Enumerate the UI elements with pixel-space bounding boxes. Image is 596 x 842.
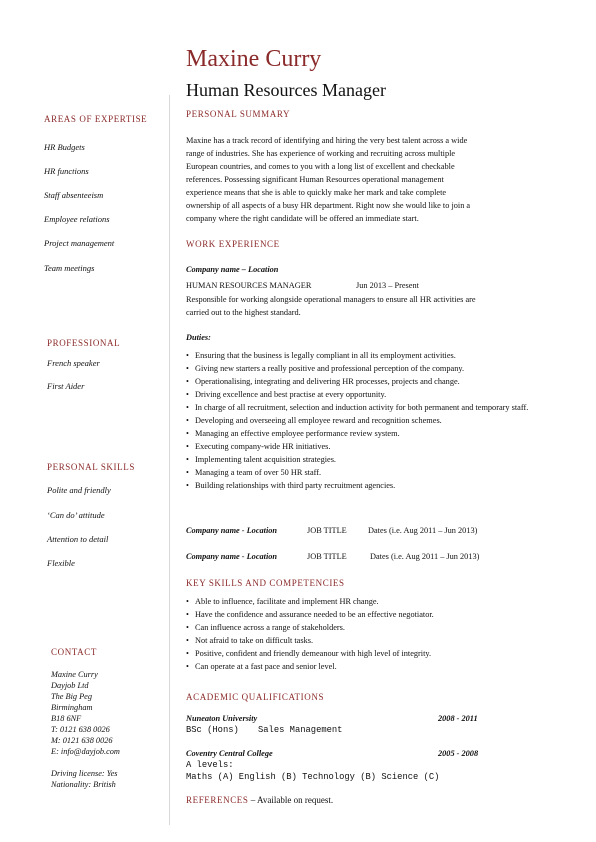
duty-item: • Driving excellence and best practise at every opportunity. xyxy=(186,388,536,401)
expertise-item: Project management xyxy=(44,238,115,248)
contact-email[interactable]: E: info@dayjob.com xyxy=(51,747,120,756)
job2-dates: Dates (i.e. Aug 2011 – Jun 2013) xyxy=(368,526,478,535)
duty-item: • Giving new starters a really positive and professional perception of the company. xyxy=(186,362,536,375)
university-years: 2008 - 2011 xyxy=(438,714,478,723)
degree: BSc (Hons) xyxy=(186,725,239,735)
professional-heading: PROFESSIONAL xyxy=(47,338,121,348)
duty-item: • Managing a team of over 50 HR staff. xyxy=(186,466,536,479)
job2-company: Company name - Location xyxy=(186,526,278,535)
references-text: – Available on request. xyxy=(248,795,334,805)
expertise-item: HR functions xyxy=(44,166,89,176)
job3-row xyxy=(186,552,479,561)
driving-license: Driving license: Yes xyxy=(51,769,118,778)
job1-dates: Jun 2013 – Present xyxy=(356,281,419,290)
college-row xyxy=(186,749,478,758)
job2-title: JOB TITLE xyxy=(307,526,347,535)
contact-telephone: T: 0121 638 0026 xyxy=(51,725,110,734)
personal-skill-item: Flexible xyxy=(47,558,75,568)
contact-company: Dayjob Ltd xyxy=(51,681,89,690)
contact-name: Maxine Curry xyxy=(51,670,98,679)
contact-address-line: The Big Peg xyxy=(51,692,93,701)
expertise-item: HR Budgets xyxy=(44,142,85,152)
job-title: Human Resources Manager xyxy=(186,80,386,100)
references-row xyxy=(186,795,333,805)
university-row xyxy=(186,714,478,723)
professional-item: French speaker xyxy=(47,358,100,368)
duty-item: • Executing company-wide HR initiatives. xyxy=(186,440,536,453)
a-levels-subjects: Maths (A) English (B) Technology (B) Science (C) xyxy=(186,772,440,782)
a-levels-label: A levels: xyxy=(186,760,234,770)
job1-company: Company name – Location xyxy=(186,265,279,274)
college-name: Coventry Central College xyxy=(186,749,273,758)
degree-row xyxy=(186,725,342,735)
candidate-name: Maxine Curry xyxy=(186,46,322,72)
job1-description: Responsible for working alongside operational managers to ensure all HR activities are carried out to the highest standard. xyxy=(186,295,476,317)
references-heading: REFERENCES xyxy=(186,795,249,805)
duty-item: • Developing and overseeing all employee reward and recognition schemes. xyxy=(186,414,536,427)
personal-skills-heading: PERSONAL SKILLS xyxy=(47,462,135,472)
nationality: Nationality: British xyxy=(51,780,116,789)
skill-item: • Have the confidence and assurance needed to be an effective negotiator. xyxy=(186,608,536,621)
duties-list xyxy=(186,349,536,492)
contact-heading: CONTACT xyxy=(51,647,97,657)
contact-city: Birmingham xyxy=(51,703,93,712)
job3-title: JOB TITLE xyxy=(307,552,347,561)
job3-dates: Dates (i.e. Aug 2011 – Jun 2013) xyxy=(370,552,480,561)
skill-item: • Can influence across a range of stakeholders. xyxy=(186,621,536,634)
contact-mobile: M: 0121 638 0026 xyxy=(51,736,113,745)
work-heading: WORK EXPERIENCE xyxy=(186,239,280,249)
degree-subject: Sales Management xyxy=(258,725,343,735)
expertise-heading: AREAS OF EXPERTISE xyxy=(44,114,148,124)
expertise-item: Staff absenteeism xyxy=(44,190,104,200)
duty-item: • Building relationships with third party recruitment agencies. xyxy=(186,479,536,492)
university-name: Nuneaton University xyxy=(186,714,258,723)
skill-item: • Not afraid to take on difficult tasks. xyxy=(186,634,536,647)
duties-label: Duties: xyxy=(186,333,211,342)
duty-item: • Operationalising, integrating and delivering HR processes, projects and change. xyxy=(186,375,536,388)
duty-item: • Ensuring that the business is legally compliant in all its employment activities. xyxy=(186,349,536,362)
skills-list xyxy=(186,595,536,673)
job3-company: Company name - Location xyxy=(186,552,278,561)
duty-item: • Implementing talent acquisition strategies. xyxy=(186,453,536,466)
skills-heading: KEY SKILLS AND COMPETENCIES xyxy=(186,578,345,588)
sidebar xyxy=(0,0,170,842)
skill-item: • Can operate at a fast pace and senior level. xyxy=(186,660,536,673)
column-divider xyxy=(169,95,170,825)
professional-item: First Aider xyxy=(47,381,85,391)
college-years: 2005 - 2008 xyxy=(438,749,479,758)
contact-postcode: B18 6NF xyxy=(51,714,82,723)
duty-item: • Managing an effective employee performance review system. xyxy=(186,427,536,440)
education-heading: ACADEMIC QUALIFICATIONS xyxy=(186,692,325,702)
personal-skill-item: ‘Can do’ attitude xyxy=(47,510,105,520)
summary-text: Maxine has a track record of identifying and hiring the very best talent across a wide range of industries. She has experience of working and recruiting across multiple European countries, and comes to you with a long list of excellent and checkable references. Possessing significant Human Resources operational management experience means that she is able to quickly make her mark and take complete ownership of all aspects of a busy HR department. Right now she would like to join a company where the right candidate will be offered an immediate start. xyxy=(186,136,471,223)
duty-item: • In charge of all recruitment, selection and induction activity for both permanent and temporary staff. xyxy=(186,401,536,414)
expertise-item: Team meetings xyxy=(44,263,95,273)
skill-item: • Positive, confident and friendly demeanour with high level of integrity. xyxy=(186,647,536,660)
job1-title: HUMAN RESOURCES MANAGER xyxy=(186,281,312,290)
skill-item: • Able to influence, facilitate and implement HR change. xyxy=(186,595,536,608)
expertise-item: Employee relations xyxy=(44,214,110,224)
job1-title-row xyxy=(186,281,419,290)
personal-skill-item: Attention to detail xyxy=(47,534,109,544)
job2-row xyxy=(186,526,477,535)
summary-heading: PERSONAL SUMMARY xyxy=(186,109,291,119)
personal-skill-item: Polite and friendly xyxy=(47,485,111,495)
